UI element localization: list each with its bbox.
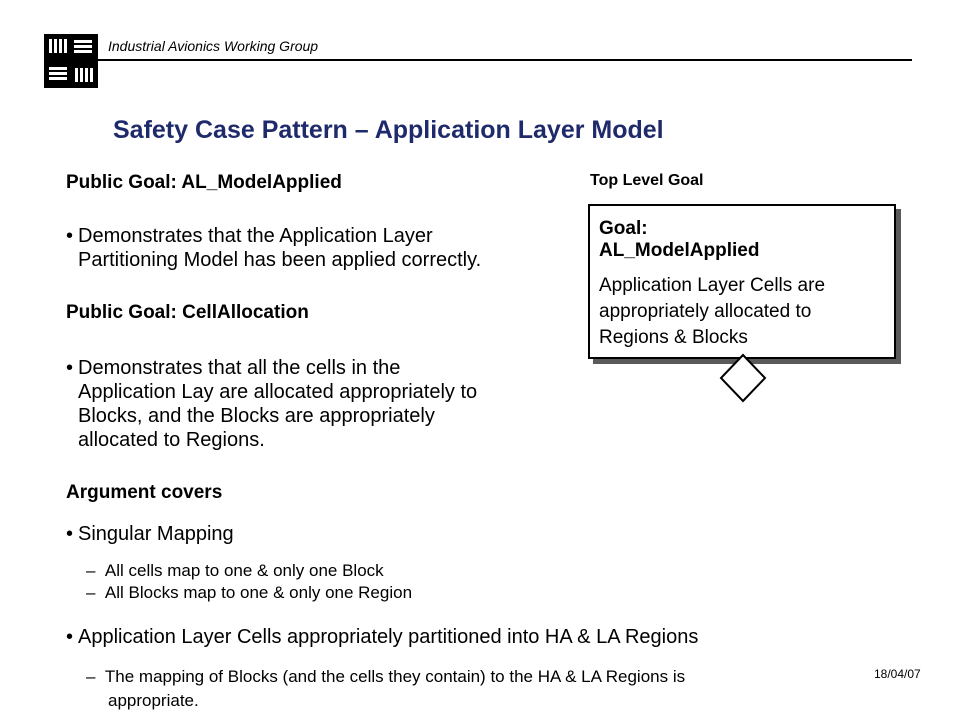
- arg-sub-item: – The mapping of Blocks (and the cells they contain) to the HA & LA Regions is: [86, 667, 686, 686]
- goal1-bullet: • Demonstrates that the Application Layer Partitioning Model has been applied correctly.: [66, 225, 482, 271]
- top-level-goal-label: Top Level Goal: [590, 172, 704, 189]
- arg-bullet-2-text: Application Layer Cells appropriately partitioned into HA & LA Regions: [78, 626, 699, 648]
- slide-date: 18/04/07: [874, 667, 921, 681]
- goal-node-statement: Application Layer Cells are appropriately allocated to Regions & Blocks: [599, 275, 826, 348]
- goal2-bullet-line: allocated to Regions.: [78, 429, 265, 451]
- goal-node-heading: Goal: AL_ModelApplied: [599, 218, 760, 261]
- goal2-bullet-line: Blocks, and the Blocks are appropriately: [78, 405, 435, 427]
- slide-title: Safety Case Pattern – Application Layer Model: [113, 116, 664, 144]
- arg-bullet-1-text: Singular Mapping: [78, 523, 234, 545]
- group-name: Industrial Avionics Working Group: [108, 38, 319, 54]
- goal2-bullet: • Demonstrates that all the cells in the Application Lay are allocated appropriately to Blocks, and the Blocks are appropriately allocated to Regions.: [66, 357, 478, 451]
- arg-bullet-2: • Application Layer Cells appropriately partitioned into HA & LA Regions: [66, 626, 699, 648]
- argument-heading: Argument covers: [66, 482, 223, 503]
- arg-bullet-1: • Singular Mapping: [66, 523, 234, 545]
- iawg-logo-icon: [44, 34, 98, 88]
- goal2-heading: Public Goal: CellAllocation: [66, 302, 309, 323]
- goal2-bullet-line: Demonstrates that all the cells in the: [78, 357, 401, 379]
- goal-node: [588, 204, 896, 359]
- arg-sub-item: – All Blocks map to one & only one Region: [86, 583, 413, 602]
- arg-sub-item: – All cells map to one & only one Block: [86, 561, 384, 580]
- goal1-bullet-line: Partitioning Model has been applied correctly.: [78, 249, 482, 271]
- goal1-heading: Public Goal: AL_ModelApplied: [66, 172, 342, 193]
- arg-sub-list-2: [86, 665, 685, 713]
- goal2-bullet-line: Application Lay are allocated appropriately to: [78, 381, 478, 403]
- header-rule: [44, 59, 912, 61]
- arg-sub-item-cont: appropriate.: [108, 691, 199, 710]
- arg-sub-list-1: [86, 560, 412, 604]
- undeveloped-diamond-icon: [718, 353, 768, 403]
- goal1-bullet-line: Demonstrates that the Application Layer: [78, 225, 433, 247]
